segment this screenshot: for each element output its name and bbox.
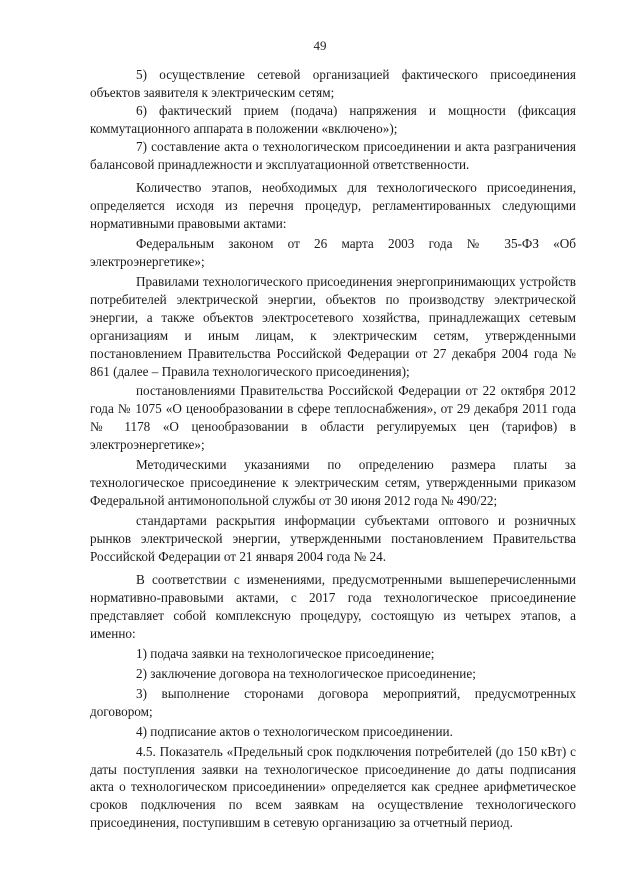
list-item-1: 1) подача заявки на технологическое присоединение; (136, 646, 435, 662)
paragraph-changes-2017: В соответствии с изменениями, предусмотренными вышеперечисленными нормативно-правовыми актами, с 2017 года технологическое присоединение представляет собой комплексную процедуру, состоящую из четырех этапов, а именно: (90, 572, 576, 642)
page-number: 49 (313, 38, 327, 53)
paragraph-stage-5: 5) осуществление сетевой организацией фактического присоединения объектов заявителя к электрическим сетям; (90, 67, 576, 100)
paragraph-stage-7: 7) составление акта о технологическом присоединении и акта разграничения балансовой принадлежности и эксплуатационной ответственности. (90, 138, 576, 172)
paragraph-methodical-guidelines: Методическими указаниями по определению размера платы за технологическое присоединение к электрическим сетям, утвержденными приказом Федеральной антимонопольной службы от 30 июня 2012 года № 490/22; (90, 457, 576, 508)
list-item-3: 3) выполнение сторонами договора мероприятий, предусмотренных договором; (90, 685, 576, 719)
paragraph-rules: Правилами технологического присоединения энергопринимающих устройств потребителей электрической энергии, объектов по производству электрической энергии, а также объектов электросетевого хозяйства, принадлежащих сетевым организациям и иным лицам, к электрическим сетям, утвержденными постановлением Правительства Российской Федерации от 27 декабря 2004 года № 861 (далее – Правила технологического присоединения); (90, 273, 576, 379)
paragraph-disclosure-standards: стандартами раскрытия информации субъектами оптового и розничных рынков электрической энергии, утвержденными постановлением Правительства Российской Федерации от 21 января 2004 года № 24. (90, 512, 576, 564)
body-text (90, 66, 576, 832)
list-item-4: 4) подписание актов о технологическом присоединении. (136, 723, 453, 739)
paragraph-stage-6: 6) фактический прием (подача) напряжения и мощности (фиксация коммутационного аппарата в положении «включено»); (90, 102, 576, 136)
list-item-2: 2) заключение договора на технологическое присоединение; (136, 666, 476, 681)
paragraph-stages-count: Количество этапов, необходимых для технологического присоединения, определяется исходя из перечня процедур, регламентированных следующими нормативными правовыми актами: (90, 180, 576, 232)
paragraph-government-resolutions: постановлениями Правительства Российской Федерации от 22 октября 2012 года № 1075 «О ценообразовании в сфере теплоснабжения», от 29 декабря 2011 года № 1178 «О ценообразовании в области регулируемых цен (тарифов) в электроэнергетике»; (90, 383, 576, 453)
paragraph-federal-law: Федеральным законом от 26 марта 2003 года № 35-ФЗ «Об электроэнергетике»; (90, 236, 576, 270)
paragraph-indicator-4-5: 4.5. Показатель «Предельный срок подключения потребителей (до 150 кВт) с даты поступления заявки на технологическое присоединение до даты подписания акта о технологическом присоединении» определяется как среднее арифметическое сроков подключения по всем заявкам на осуществление технологического присоединения, поступившим в сетевую организацию за отчетный период. (90, 743, 576, 831)
